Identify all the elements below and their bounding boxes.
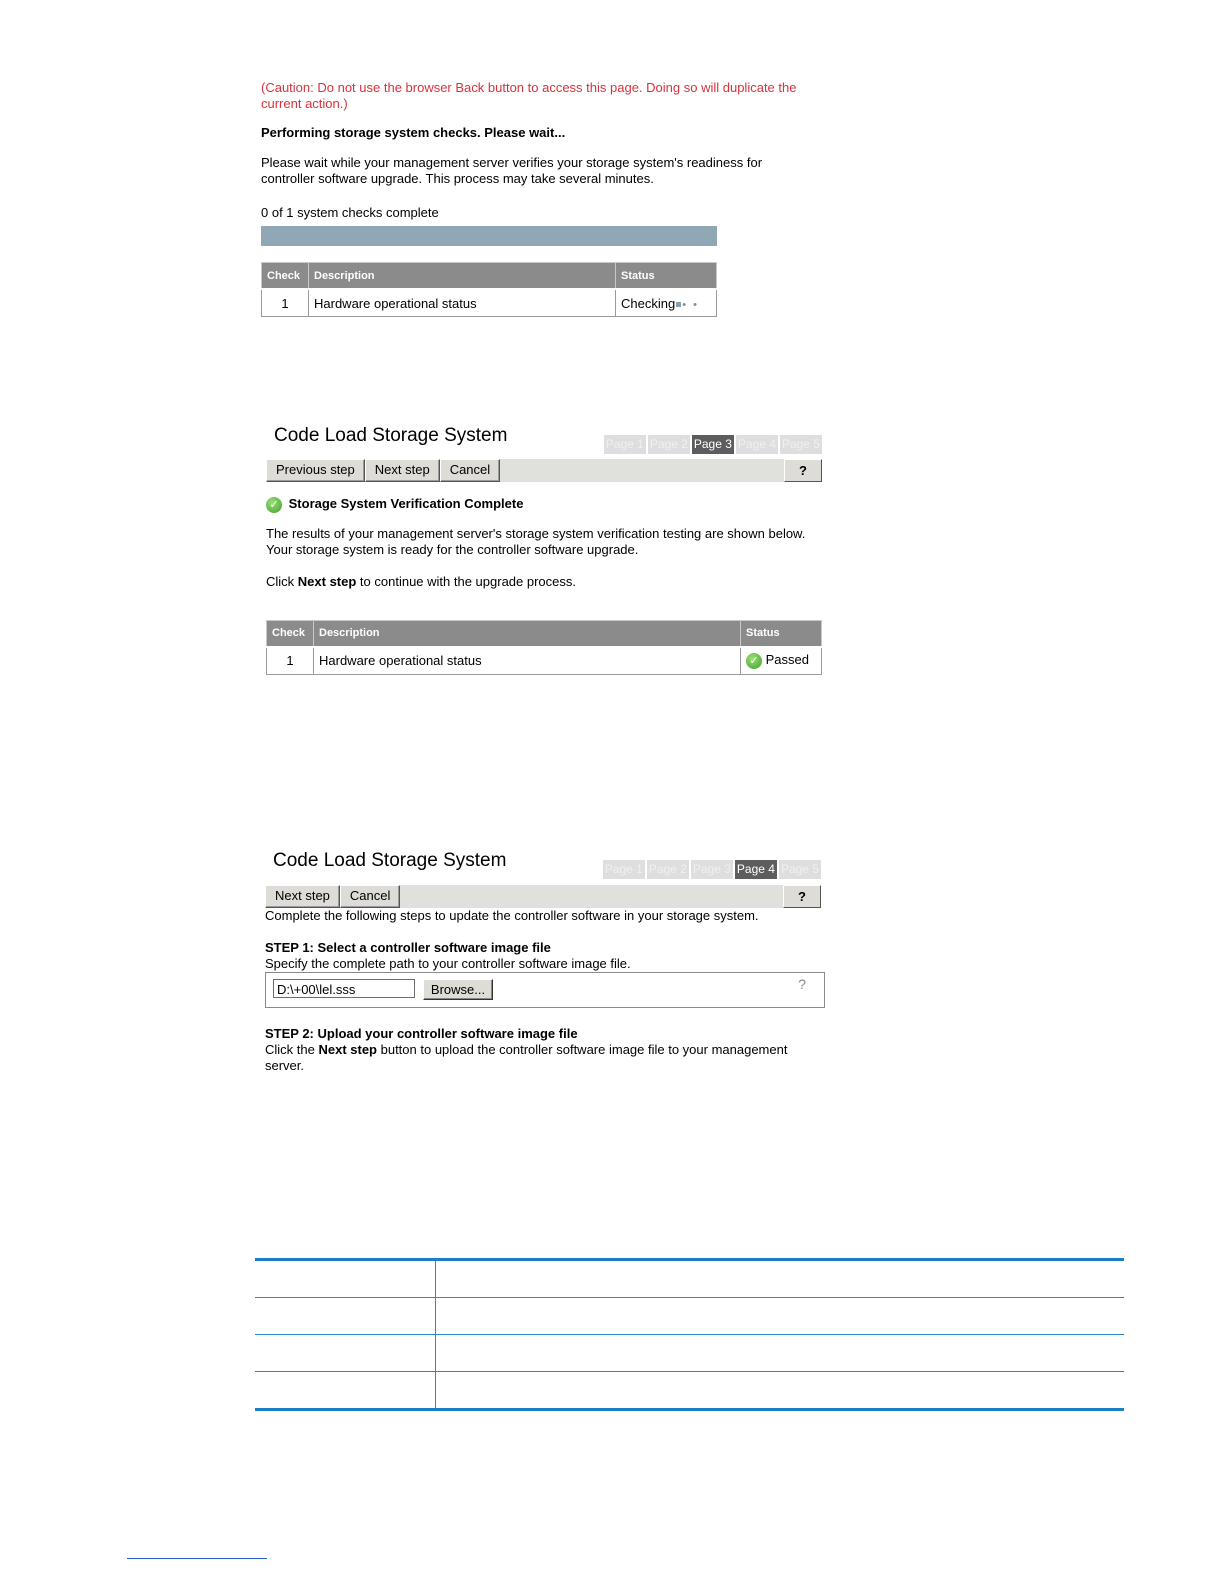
check-status: Checking [621, 295, 676, 311]
col-status-header: Status [616, 263, 717, 290]
file-select-box [265, 972, 825, 1008]
table-header-row [262, 263, 717, 290]
cancel-button[interactable]: Cancel [440, 459, 500, 482]
checks-intro-line2: controller software upgrade. This process may take several minutes. [261, 171, 654, 186]
caution-message: (Caution: Do not use the browser Back button to access this page. Doing so will duplicate the current action.) [261, 80, 797, 111]
page-2-tab: Page 2 [647, 860, 689, 879]
cancel-button[interactable]: Cancel [340, 885, 400, 908]
table-row [255, 1261, 1124, 1298]
wizard-toolbar [265, 885, 821, 908]
check-status-cell [741, 647, 822, 675]
table-row [267, 647, 822, 675]
table-row [255, 1372, 1124, 1409]
col-check-header: Check [267, 620, 314, 647]
system-check-panel [261, 80, 821, 317]
check-status-cell [616, 289, 717, 317]
table-cell [255, 1261, 436, 1298]
check-description: Hardware operational status [309, 289, 616, 317]
results-table [266, 620, 822, 675]
check-number: 1 [262, 289, 309, 317]
continue-prefix: Click [266, 573, 298, 589]
col-status-header: Status [741, 620, 822, 647]
next-step-button[interactable]: Next step [365, 459, 440, 482]
page-1-tab: Page 1 [604, 435, 646, 454]
previous-step-button[interactable]: Previous step [266, 459, 365, 482]
wizard-toolbar [266, 459, 822, 482]
loading-indicator-icon [676, 302, 681, 307]
next-step-button[interactable]: Next step [265, 885, 340, 908]
step2-suffix: button to upload the controller software image file to your management [377, 1042, 788, 1057]
table-row [255, 1335, 1124, 1372]
progress-bar [261, 226, 717, 246]
table-cell [255, 1372, 436, 1409]
results-line1: The results of your management server's storage system verification testing are shown below. [266, 525, 806, 541]
check-description: Hardware operational status [314, 647, 741, 675]
step2-line2: server. [265, 1058, 305, 1073]
wizard-title: Code Load Storage System [273, 850, 507, 871]
continue-suffix: to continue with the upgrade process. [356, 573, 577, 589]
col-check-header: Check [262, 263, 309, 290]
page-indicator [602, 435, 822, 454]
field-help-icon[interactable]: ? [798, 976, 806, 992]
step2-next-step-text: Next step [318, 1042, 377, 1057]
col-description-header: Description [314, 620, 741, 647]
progress-text: 0 of 1 system checks complete [261, 205, 439, 220]
step1-heading: STEP 1: Select a controller software image file [265, 940, 551, 955]
verify-heading-row [266, 496, 822, 513]
success-check-icon: ✓ [266, 497, 282, 513]
table-cell [255, 1335, 436, 1372]
passed-check-icon: ✓ [746, 653, 762, 669]
table-row [255, 1298, 1124, 1335]
help-button[interactable]: ? [783, 885, 821, 908]
page-1-tab: Page 1 [603, 860, 645, 879]
table-cell [436, 1261, 1125, 1298]
verification-wizard [266, 425, 822, 675]
table-cell [436, 1372, 1125, 1409]
footer-link-underline[interactable] [127, 1558, 267, 1559]
table-bottom-rule [255, 1408, 1124, 1411]
wizard-title: Code Load Storage System [274, 425, 508, 446]
verify-heading: Storage System Verification Complete [288, 496, 524, 511]
step2-prefix: Click the [265, 1042, 319, 1057]
checks-heading: Performing storage system checks. Please wait... [261, 125, 566, 140]
page-3-tab: Page 3 [691, 860, 733, 879]
table-cell [436, 1335, 1125, 1372]
help-button[interactable]: ? [784, 459, 822, 482]
file-path-input[interactable]: D:\+00\lel.sss [273, 979, 415, 998]
page-indicator [601, 860, 821, 879]
table-cell [436, 1298, 1125, 1335]
step2-heading: STEP 2: Upload your controller software image file [265, 1026, 578, 1041]
page-3-tab: Page 3 [692, 435, 734, 454]
checks-intro-line1: Please wait while your management server verifies your storage system's readiness for [261, 155, 763, 170]
page-4-tab: Page 4 [736, 435, 778, 454]
page-4-tab: Page 4 [735, 860, 777, 879]
page-2-tab: Page 2 [648, 435, 690, 454]
reference-table [255, 1261, 1124, 1408]
upload-intro: Complete the following steps to update the controller software in your storage system. [265, 908, 759, 923]
table-row [262, 289, 717, 317]
continue-next-step-text: Next step [297, 573, 357, 589]
col-description-header: Description [309, 263, 616, 290]
step1-text: Specify the complete path to your controller software image file. [265, 956, 631, 971]
checks-table [261, 262, 717, 317]
continue-instruction [266, 574, 822, 590]
check-number: 1 [267, 647, 314, 675]
page-5-tab: Page 5 [780, 435, 822, 454]
upload-wizard [265, 850, 825, 1074]
check-status: Passed [765, 652, 809, 668]
results-line2: Your storage system is ready for the controller software upgrade. [266, 541, 639, 557]
browse-button[interactable]: Browse... [423, 979, 493, 1000]
loading-dots-icon: • • [682, 298, 699, 311]
page-5-tab: Page 5 [779, 860, 821, 879]
table-header-row [267, 620, 822, 647]
step2-line1 [265, 1042, 825, 1058]
table-cell [255, 1298, 436, 1335]
